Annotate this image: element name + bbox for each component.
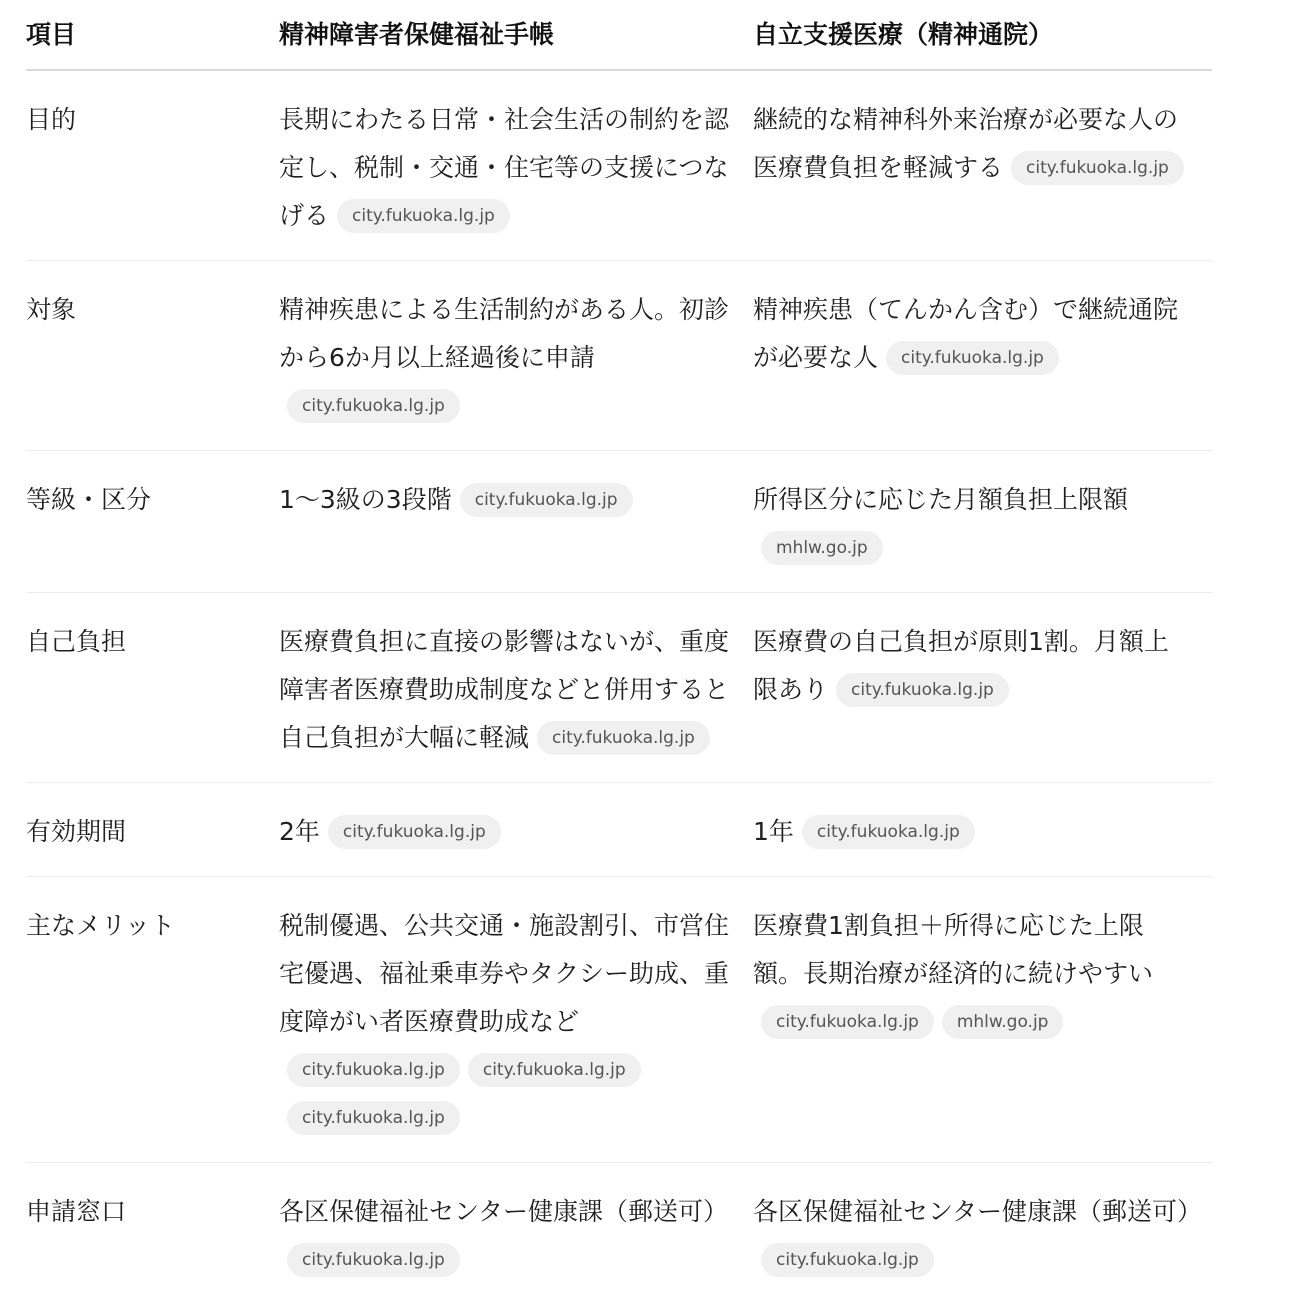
cell-text: 医療費の自己負担が原則1割。月額上限あり	[753, 627, 1169, 704]
cell-techo	[279, 1163, 753, 1305]
row-label: 対象	[26, 261, 279, 451]
cell-techo	[279, 593, 753, 783]
source-chip[interactable]: city.fukuoka.lg.jp	[287, 1101, 460, 1135]
source-chip[interactable]: mhlw.go.jp	[942, 1005, 1064, 1039]
cell-text: 所得区分に応じた月額負担上限額	[753, 485, 1129, 514]
source-chip[interactable]: city.fukuoka.lg.jp	[460, 483, 633, 517]
row-label: 申請窓口	[26, 1197, 127, 1226]
cell-techo	[279, 877, 753, 1163]
source-chip[interactable]: city.fukuoka.lg.jp	[287, 1053, 460, 1087]
cell-techo	[279, 451, 753, 593]
source-chip[interactable]: city.fukuoka.lg.jp	[886, 341, 1059, 375]
source-chip[interactable]: city.fukuoka.lg.jp	[761, 1005, 934, 1039]
cell-iryo	[753, 593, 1212, 783]
table-row	[26, 70, 1212, 261]
header-techo: 精神障害者保健福祉手帳	[279, 0, 753, 70]
cell-techo	[279, 70, 753, 261]
source-chip[interactable]: city.fukuoka.lg.jp	[537, 721, 710, 755]
source-chip[interactable]: city.fukuoka.lg.jp	[468, 1053, 641, 1087]
cell-text: 2年	[279, 817, 320, 846]
cell-text: 精神疾患による生活制約がある人。初診から6か月以上経過後に申請	[279, 295, 730, 372]
table-header-row	[26, 0, 1212, 70]
cell-text: 長期にわたる日常・社会生活の制約を認定し、税制・交通・住宅等の支援につなげる	[279, 105, 730, 230]
source-chip[interactable]: city.fukuoka.lg.jp	[802, 815, 975, 849]
row-label: 有効期間	[26, 783, 279, 877]
comparison-table	[26, 0, 1212, 1304]
cell-techo	[279, 783, 753, 877]
cell-iryo	[753, 1163, 1212, 1305]
cell-iryo	[753, 783, 1212, 877]
cell-text: 継続的な精神科外来治療が必要な人の医療費負担を軽減する	[753, 105, 1179, 182]
header-iryo: 自立支援医療（精神通院）	[753, 0, 1212, 70]
source-chip[interactable]: city.fukuoka.lg.jp	[287, 1243, 460, 1277]
source-chip[interactable]: city.fukuoka.lg.jp	[1011, 151, 1184, 185]
source-chip[interactable]: city.fukuoka.lg.jp	[761, 1243, 934, 1277]
table-row	[26, 1163, 1212, 1305]
row-label: 主なメリット	[26, 877, 279, 1163]
cell-text: 1年	[753, 817, 794, 846]
cell-text: 1〜3級の3段階	[279, 485, 452, 514]
cell-text: 医療費1割負担＋所得に応じた上限額。長期治療が経済的に続けやすい	[753, 911, 1154, 988]
cell-iryo	[753, 70, 1212, 261]
source-chip[interactable]: city.fukuoka.lg.jp	[337, 199, 510, 233]
table-row	[26, 877, 1212, 1163]
table-row	[26, 261, 1212, 451]
source-chip[interactable]: city.fukuoka.lg.jp	[328, 815, 501, 849]
row-label: 等級・区分	[26, 451, 279, 593]
cell-iryo	[753, 451, 1212, 593]
cell-text: 医療費負担に直接の影響はないが、重度障害者医療費助成制度などと併用すると自己負担が大幅に軽減	[279, 627, 730, 752]
cell-text: 各区保健福祉センター健康課（郵送可）	[279, 1197, 729, 1226]
cell-text: 税制優遇、公共交通・施設割引、市営住宅優遇、福祉乗車券やタクシー助成、重度障がい者医療費助成など	[279, 911, 730, 1036]
cell-text: 精神疾患（てんかん含む）で継続通院が必要な人	[753, 295, 1179, 372]
source-chip[interactable]: city.fukuoka.lg.jp	[836, 673, 1009, 707]
cell-iryo	[753, 877, 1212, 1163]
cell-iryo	[753, 261, 1212, 451]
source-chip[interactable]: city.fukuoka.lg.jp	[287, 389, 460, 423]
row-label: 目的	[26, 70, 279, 261]
table-row	[26, 593, 1212, 783]
cell-techo	[279, 261, 753, 451]
header-item: 項目	[26, 0, 279, 70]
comparison-table-container	[26, 0, 1212, 1304]
table-row	[26, 451, 1212, 593]
source-chip[interactable]: mhlw.go.jp	[761, 531, 883, 565]
cell-text: 各区保健福祉センター健康課（郵送可）	[753, 1197, 1203, 1226]
table-row	[26, 783, 1212, 877]
row-label: 自己負担	[26, 593, 279, 783]
